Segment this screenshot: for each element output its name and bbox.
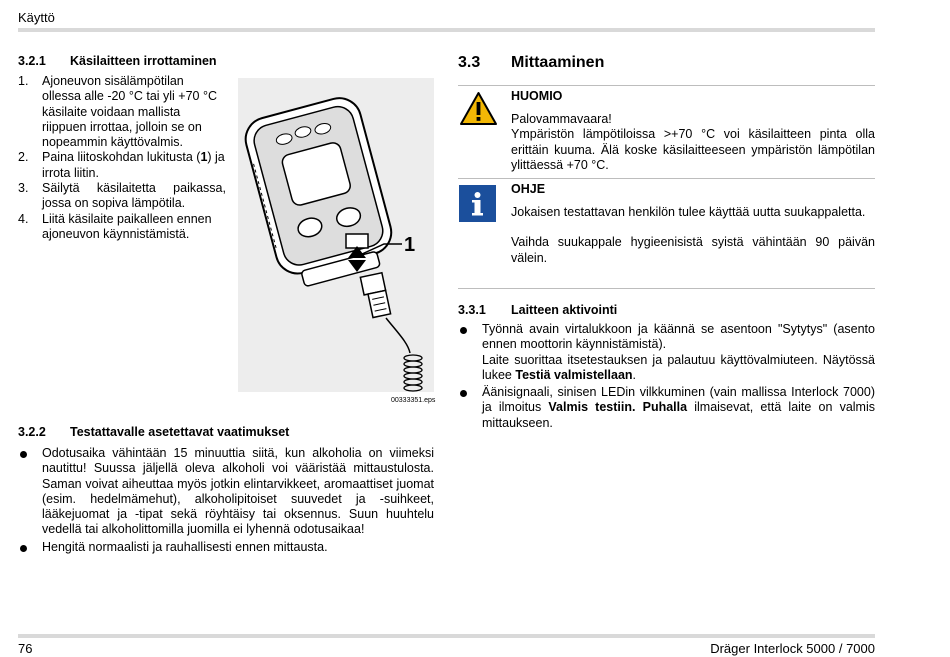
section-title: Testattavalle asetettavat vaatimukset xyxy=(70,425,290,439)
section-3-3-1-heading xyxy=(458,303,618,317)
bullet-text-part: . xyxy=(632,367,637,382)
bullet-text-part: Äänisignaali, sinisen LEDin vilkkuminen (vain mallissa Interlock 7000) ja ilmoitus xyxy=(482,385,875,415)
list-item xyxy=(18,74,226,150)
section-number: 3.3.1 xyxy=(458,303,486,317)
warning-label: HUOMIO xyxy=(511,89,563,103)
warning-bottom-rule xyxy=(458,178,875,179)
section-3-2-1-heading xyxy=(18,54,217,68)
note-bottom-rule xyxy=(458,288,875,289)
bullet-text xyxy=(482,353,875,384)
figure-callout-1: 1 xyxy=(404,234,416,256)
section-number: 3.2.2 xyxy=(18,425,46,439)
section-3-2-2-heading xyxy=(18,425,290,439)
step-text: ) ja irrota liitin. xyxy=(42,150,225,180)
note-paragraph: Jokaisen testattavan henkilön tulee käyttää uutta suukappaletta. xyxy=(511,205,866,219)
bullet-text: Työnnä avain virtalukkoon ja käännä se asentoon "Sytytys" (asento ennen moottorin käynnistämistä). xyxy=(482,322,875,352)
step-number: 4. xyxy=(18,211,29,226)
display-message: Puhalla xyxy=(642,400,688,415)
list-item xyxy=(18,540,434,555)
section-number: 3.2.1 xyxy=(18,54,46,68)
product-name: Dräger Interlock 5000 / 7000 xyxy=(710,641,875,656)
step-number: 1. xyxy=(18,74,29,88)
info-icon xyxy=(459,185,496,222)
bullet-text xyxy=(482,385,875,431)
step-text: Paina liitoskohdan lukitusta ( xyxy=(42,150,201,165)
warning-body xyxy=(511,112,875,173)
bullet-text-part xyxy=(635,400,642,414)
note-paragraph: Vaihda suukappale hygieenisistä syistä vähintään 90 päivän välein. xyxy=(511,235,875,265)
step-text: Ajoneuvon sisälämpötilan ollessa alle -20 °C tai yli +70 °C käsilaite voidaan mallista riippuen irrottaa, jolloin se on nopeammin käyttövalmis. xyxy=(42,74,218,150)
list-item xyxy=(18,212,226,243)
step-text: Säilytä käsilaitetta paikassa, jossa on sopiva lämpötila. xyxy=(42,181,226,211)
section-3-3-heading xyxy=(458,54,605,72)
header-rule xyxy=(18,28,875,32)
warning-triangle-icon xyxy=(459,91,498,129)
removal-steps-list xyxy=(18,74,226,242)
step-text: Liitä käsilaite paikalleen ennen ajoneuvon käynnistämistä. xyxy=(42,211,212,241)
bullet-text: Hengitä normaalisti ja rauhallisesti ennen mittausta. xyxy=(42,539,328,554)
bullet-text-part: Laite suorittaa itsetestauksen ja palautuu käyttövalmiuteen. Näytössä lukee xyxy=(482,352,875,382)
requirements-list xyxy=(18,446,434,555)
list-item xyxy=(458,385,875,431)
section-title: Laitteen aktivointi xyxy=(511,303,618,317)
section-number: 3.3 xyxy=(458,54,481,71)
step-callout-ref: 1 xyxy=(200,150,208,165)
warning-text: Ympäristön lämpötiloissa >+70 °C voi käsilaitteen pinta olla erittäin kuuma. Älä koske käsilaitteeseen ympäristön lämpötilan ylittäessä +70 °C. xyxy=(511,127,875,172)
activation-list xyxy=(458,322,875,431)
bullet-text-part: ilmaisevat, että laite on valmis mittaukseen. xyxy=(482,400,875,430)
bullet-text: Odotusaika vähintään 15 minuuttia siitä, kun alkoholia on viimeksi nautittu! Suussa jäljellä oleva alkoholi voi vääristää mittaustulosta. Saman voivat aiheuttaa myös jotkin elintarvikkeet, aromaattiset juomat (esim. hedelmämehut), alkoholipitoiset suuvedet ja -suihkeet, lääkejuomat ja -tipat sekä röyhtäisy tai oksennus. Suun huuhtelu vedellä tai alkoholittomilla juomilla ei lyhennä odotusaikaa! xyxy=(42,446,434,537)
list-item xyxy=(18,446,434,538)
list-item xyxy=(18,150,226,181)
note-label: OHJE xyxy=(511,182,546,196)
bullet-icon xyxy=(20,545,27,552)
note-body xyxy=(511,205,875,266)
page-header-title: Käyttö xyxy=(18,10,55,25)
footer-rule xyxy=(18,634,875,638)
display-message: Testiä valmistellaan xyxy=(515,367,633,382)
section-title: Mittaaminen xyxy=(511,54,605,71)
warning-line: Palovammavaara! xyxy=(511,112,612,126)
warning-top-rule xyxy=(458,85,875,86)
page-number: 76 xyxy=(18,641,33,656)
bullet-icon xyxy=(20,451,27,458)
list-item xyxy=(18,181,226,212)
device-figure xyxy=(238,78,434,392)
list-item xyxy=(458,322,875,383)
bullet-icon xyxy=(460,390,467,397)
bullet-icon xyxy=(460,327,467,334)
display-message: Valmis testiin. xyxy=(548,400,636,415)
step-number: 3. xyxy=(18,181,29,196)
section-title: Käsilaitteen irrottaminen xyxy=(70,54,217,68)
step-number: 2. xyxy=(18,150,29,165)
figure-caption: 00333351.eps xyxy=(391,397,436,404)
